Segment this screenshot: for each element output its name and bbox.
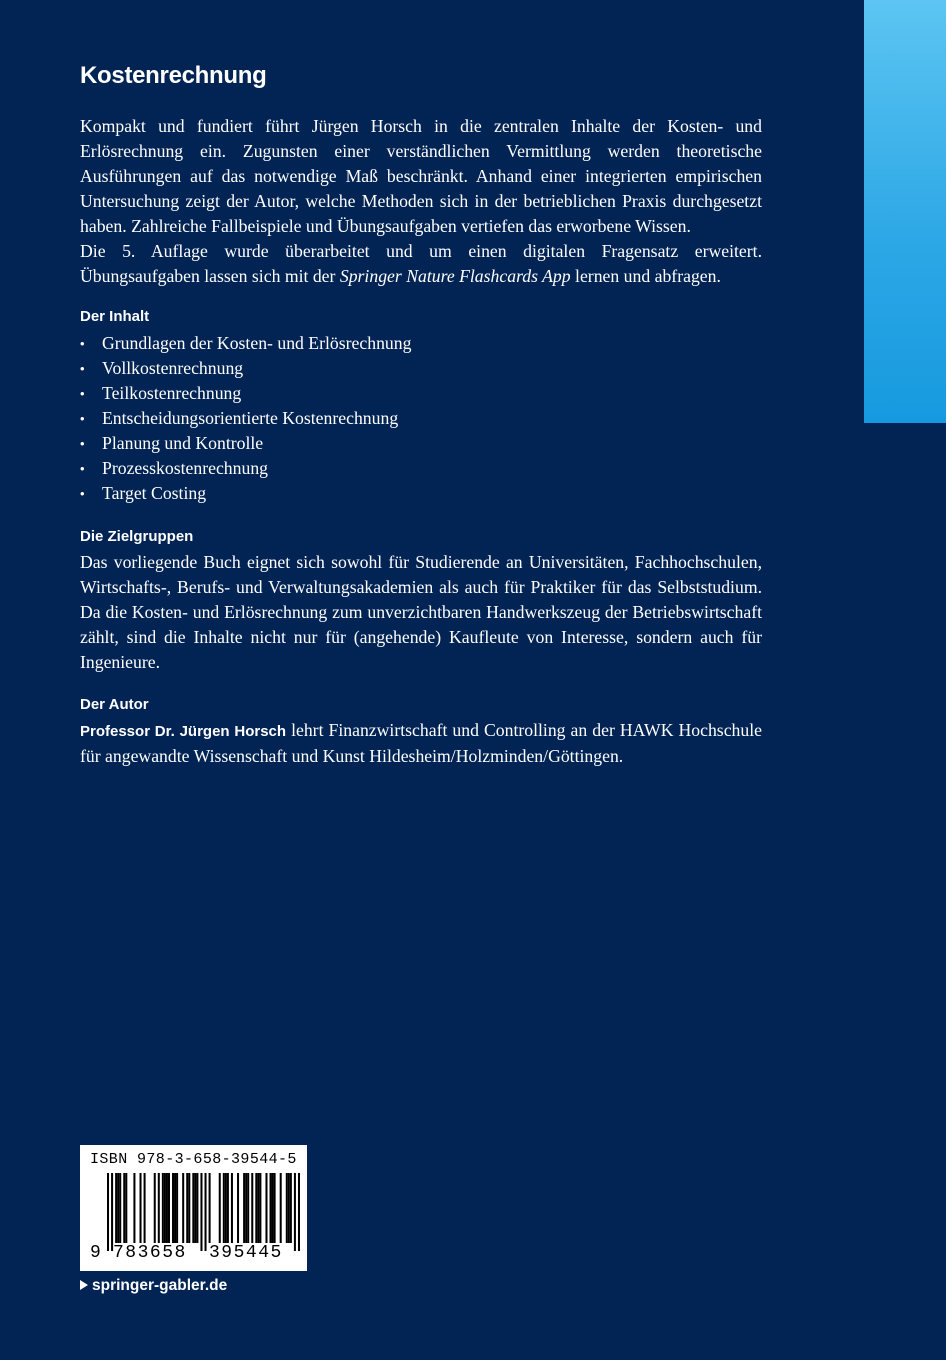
contents-list-item (80, 456, 762, 481)
audience-section (80, 525, 762, 675)
description-text-after: lernen und abfragen. (570, 266, 721, 286)
book-title: Kostenrechnung (80, 62, 267, 89)
author-section (80, 693, 762, 769)
barcode-bar (298, 1173, 300, 1251)
barcode-bar (237, 1173, 239, 1243)
barcode-bar (247, 1173, 249, 1243)
contents-list-item (80, 356, 762, 381)
contents-list-item (80, 406, 762, 431)
contents-item-label: Vollkostenrechnung (102, 358, 244, 378)
barcode-bar (140, 1173, 142, 1243)
barcode-bar (117, 1173, 119, 1243)
barcode-bar (192, 1173, 194, 1243)
barcode-bar (219, 1173, 221, 1243)
contents-list-item (80, 431, 762, 456)
barcode-bar (223, 1173, 225, 1243)
arrow-right-icon (80, 1280, 88, 1290)
contents-item-label: Entscheidungsorientierte Kostenrechnung (102, 408, 399, 428)
barcode-bar (186, 1173, 188, 1243)
barcode-bar (294, 1173, 296, 1251)
barcode-bar (196, 1173, 198, 1243)
contents-item-label: Teilkostenrechnung (102, 383, 242, 403)
barcode-bar (133, 1173, 135, 1243)
publisher-url: springer-gabler.de (92, 1277, 228, 1294)
author-name: Professor Dr. Jürgen Horsch (80, 723, 287, 740)
author-bio-text: lehrt Finanzwirtschaft und Controlling an der HAWK Hochschule für angewandte Wissenschaft und Kunst Hildesheim/Holzminden/Göttingen. (80, 720, 762, 766)
isbn-barcode (80, 1145, 307, 1271)
barcode-bar (194, 1173, 196, 1243)
author-heading: Der Autor (80, 696, 149, 713)
barcode-bar (290, 1173, 292, 1243)
barcode-bar (251, 1173, 253, 1243)
bullet-icon: • (80, 436, 85, 451)
contents-list-item (80, 381, 762, 406)
bullet-icon: • (80, 486, 85, 501)
barcode-bar (123, 1173, 125, 1243)
isbn-label: ISBN 978-3-658-39544-5 (90, 1151, 297, 1168)
contents-heading: Der Inhalt (80, 308, 150, 325)
barcode-bar (107, 1173, 109, 1251)
barcode-bar (168, 1173, 170, 1243)
bullet-icon: • (80, 386, 85, 401)
barcode-bar (231, 1173, 233, 1243)
author-bio (80, 718, 762, 769)
barcode-bar (162, 1173, 164, 1243)
bullet-icon: • (80, 361, 85, 376)
contents-list-item (80, 331, 762, 356)
barcode-bar (245, 1173, 247, 1243)
contents-item-label: Planung und Kontrolle (102, 433, 264, 453)
description-paragraph-2 (80, 239, 762, 289)
barcode-bar (227, 1173, 229, 1243)
barcode-bar (125, 1173, 127, 1243)
barcode-bar (255, 1173, 257, 1243)
barcode-digits (90, 1243, 300, 1267)
barcode-bar (188, 1173, 190, 1243)
contents-item-label: Prozesskostenrechnung (102, 458, 269, 478)
barcode-bar (243, 1173, 245, 1243)
barcode-bar (257, 1173, 259, 1243)
barcode-bar (274, 1173, 276, 1243)
description-paragraph-1: Kompakt und fundiert führt Jürgen Horsch in die zentralen Inhalte der Kosten- und Erlösrechnung ein. Zugunsten einer verständlichen Vermittlung werden theoretische Ausführungen auf das notwendige Maß beschränkt. Anhand einer integrierten empirischen Untersuchung zeigt der Autor, welche Methoden sich in der betrieblichen Praxis durchgesetzt haben. Zahlreiche Fallbeispiele und Übungsaufgaben vertiefen das erworbene Wissen. (80, 116, 762, 236)
contents-list-item (80, 481, 762, 506)
barcode-bar (144, 1173, 146, 1243)
barcode-bar (200, 1173, 202, 1251)
book-description (80, 114, 762, 289)
barcode-bar (164, 1173, 166, 1243)
barcode-bar (172, 1173, 174, 1243)
accent-color-bar (864, 0, 946, 423)
contents-section (80, 305, 762, 506)
bullet-icon: • (80, 336, 85, 351)
barcode-left-digits: 783658 (113, 1243, 187, 1263)
barcode-bar (119, 1173, 121, 1243)
barcode-right-digits: 395445 (209, 1243, 283, 1263)
back-cover-content (80, 58, 762, 769)
barcode-bar (174, 1173, 176, 1243)
bullet-icon: • (80, 461, 85, 476)
contents-item-label: Target Costing (102, 483, 207, 503)
audience-heading: Die Zielgruppen (80, 528, 194, 545)
barcode-bar (225, 1173, 227, 1243)
bullet-icon: • (80, 411, 85, 426)
barcode-bar (182, 1173, 184, 1243)
barcode-bar (158, 1173, 160, 1243)
barcode-bars (107, 1173, 300, 1251)
contents-list (80, 331, 762, 506)
barcode-bar (209, 1173, 211, 1243)
barcode-bar (272, 1173, 274, 1243)
barcode-bar (166, 1173, 168, 1243)
barcode-bar (176, 1173, 178, 1243)
barcode-bar (265, 1173, 267, 1243)
barcode-bar (154, 1173, 156, 1243)
app-name: Springer Nature Flashcards App (339, 266, 571, 286)
barcode-bar (205, 1173, 207, 1251)
barcode-bar (270, 1173, 272, 1243)
contents-item-label: Grundlagen der Kosten- und Erlösrechnung (102, 333, 412, 353)
barcode-bar (288, 1173, 290, 1243)
barcode-bar (111, 1173, 113, 1251)
barcode-bar (286, 1173, 288, 1243)
barcode-bar (280, 1173, 282, 1243)
barcode-first-digit: 9 (90, 1243, 101, 1263)
audience-text: Das vorliegende Buch eignet sich sowohl für Studierende an Universitäten, Fachhochschulen, Wirtschafts-, Berufs- und Verwaltungsakademien als auch für Praktiker für das Selbststudium. Da die Kosten- und Erlösrechnung zum unverzichtbaren Handwerkszeug der Betriebswirtschaft zählt, sind die Inhalte nicht nur für (angehende) Kaufleute von Interesse, sondern auch für Ingenieure. (80, 552, 762, 672)
barcode-bar (115, 1173, 117, 1243)
description-text-before: Die 5. Auflage wurde überarbeitet und um einen digitalen Fragensatz erweitert. Übungsaufgaben lassen sich mit der (80, 241, 762, 286)
publisher-website-link[interactable] (80, 1275, 227, 1297)
barcode-bar (259, 1173, 261, 1243)
